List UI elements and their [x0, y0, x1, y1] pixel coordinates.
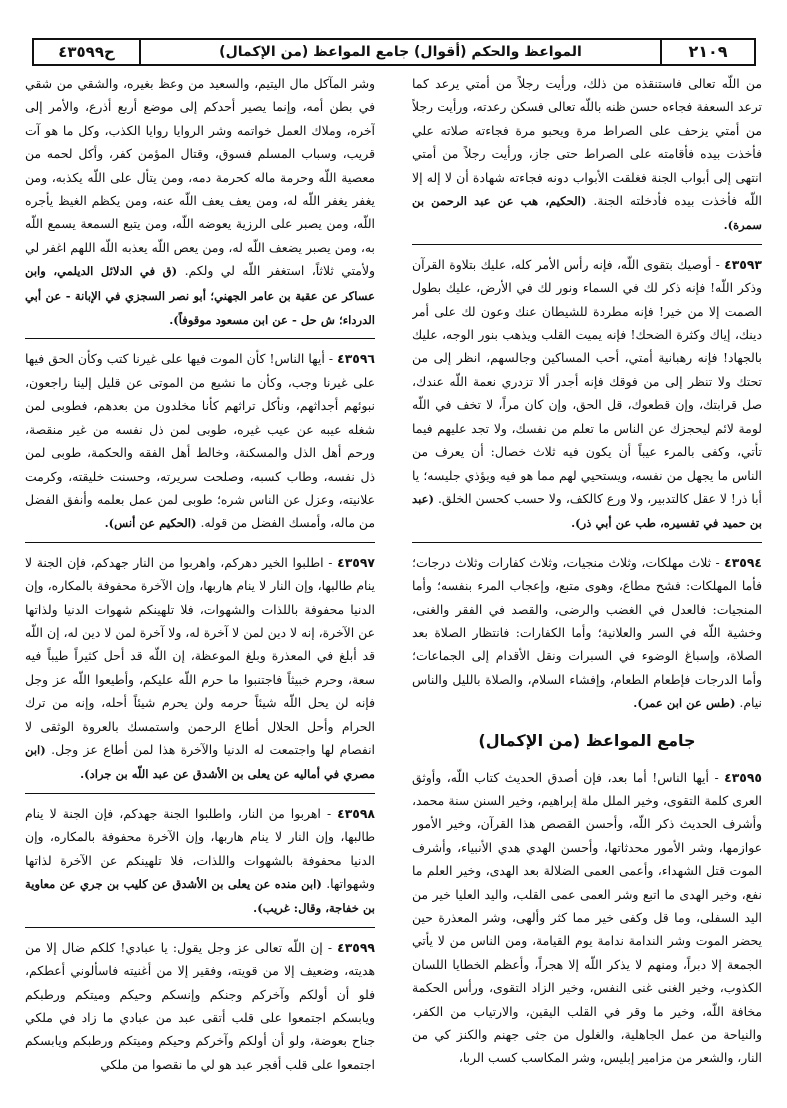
hadith-dash: - [714, 769, 719, 785]
hadith-entry-43595 [412, 766, 762, 1070]
hadith-text: اهربوا من النار، واطلبوا الجنة جهدكم، فإن الجنة لا ينام طالبها، وإن النار لا ينام هاربها، وإن الآخرة محفوفة بالمكاره، وإن الدنيا محفوفة بالشهوات واللذات، فلا تلهينكم عن الآخرة لذاتها وشهواتها. [25, 805, 375, 891]
hadith-entry-43596 [25, 347, 375, 535]
continued-text [25, 72, 375, 332]
continued-text-body: وشر المآكل مال اليتيم، والسعيد من وعظ بغيره، والشقي من شقي في بطن أمه، وإنما يصير أحدكم إلى موضع أربع أذرع، والأمر إلى آخره، وملاك العمل خواتمه وشر الروايا روايا الكذب، وكل ما هو آت قريب، وسباب المسلم فسوق، وقتال المؤمن كفر، وأكل لحمه من معصية اللّه وحرمة ماله كحرمة دمه، ومن يتأل على اللّه يكذبه، ومن يغفر يغفر اللّه له، ومن يعف يعف اللّه عنه، ومن يكظم الغيظ يأجره اللّه، ومن يصبر على الرزية يعوضه اللّه، ومن يتبع السمعة يسمع اللّه به، ومن يصبر يضعف اللّه له، ومن يعص اللّه يعذبه اللّه اللهم اغفر لي ولأمتي ثلاثاً، استغفر اللّه لي ولكم. [25, 76, 375, 279]
hadith-text: أيها الناس! أما بعد، فإن أصدق الحديث كتاب اللّه، وأوثق العرى كلمة التقوى، وخير الملل ملة إبراهيم، وخير السنن سنة محمد، وأشرف الحديث ذكر اللّه، وأحسن القصص هذا القرآن، وخير الأمور عوازمها، وشر الأمور محدثاتها، وأحسن الهدي هدي الأنبياء، وأشرف الموت قتل الشهداء، وأعمى العمى الضلالة بعد الهدى، وخير العلم ما نفع، وخير الهدى ما اتبع وشر العمى عمى القلب، واليد العليا خير من اليد السفلى، وما قل وكفى خير مما كثر وألهى، وشر المعذرة حين يحضر الموت وشر الندامة ندامة يوم القيامة، ومن الناس من لا يأتي الجمعة إلا دبراً، ومنهم لا يذكر اللّه إلا هجراً، وأعظم الخطايا اللسان الكذوب، وخير الغنى غنى النفس، وخير الزاد التقوى، ورأس الحكمة مخافة اللّه، وخير ما وقر في القلب اليقين، والارتياب من الكفر، والنياحة من عمل الجاهلية، والغلول من جثى جهنم والكنز كي من النار، والشعر من مزامير إبليس، وشر المكاسب كسب الربا، [412, 769, 762, 1066]
left-column [25, 72, 375, 1087]
source-citation: (ابن منده عن يعلى بن الأشدق عن كليب بن جري عن معاوية بن خفاجة، وقال: غريب). [25, 877, 375, 916]
hadith-dash: - [328, 351, 334, 367]
divider [25, 793, 375, 794]
hadith-range: ح٤٣٥٩٩ [34, 40, 141, 64]
source-citation: (الحكيم عن أنس). [104, 516, 197, 531]
page-header [32, 38, 756, 66]
source-citation: (الحكيم، هب عن عبد الرحمن بن سمرة). [412, 194, 762, 233]
hadith-entry-43593 [412, 253, 762, 536]
hadith-entry-43598 [25, 802, 375, 921]
hadith-number: ٤٣٥٩٣ [724, 256, 762, 272]
source-citation: (عبد بن حميد في تفسيره، طب عن أبي ذر). [412, 491, 762, 531]
hadith-text: أيها الناس! كأن الموت فيها على غيرنا كتب وكأن الحق فيها على غيرنا وجب، وكأن ما نشيع من الموتى عن قليل إلينا راجعون، نبوئهم أجداثهم، ونأكل تراثهم كأنا مخلدون من بعدهم، فطوبى لمن شغله عيبه عن عيب غيره، طوبى لمن ذل نفسه من غير منقصة، ورحم أهل الذل والمسكنة، وخالط أهل الفقه والحكمة، طوبى لمن ذل نفسه، وطاب كسبه، وصلحت سريرته، وحسنت خليقته، وكرمت علانيته، وعزل عن الناس شره؛ طوبى لمن عمل بعلمه وأنفق الفضل من ماله، وأمسك الفضل من قوله. [25, 351, 375, 531]
running-title: المواعظ والحكم (أقوال) جامع المواعظ (من الإكمال) [219, 44, 582, 60]
section-title: جامع المواعظ (من الإكمال) [478, 730, 696, 750]
continued-text-body: من اللّه تعالى فاستنقذه من ذلك، ورأيت رجلاً من أمتي يرعد كما ترعد السعفة فجاءه حسن ظنه باللّه تعالى فسكن رعدته، ورأيت رجلاً من أمتي يزحف على الصراط مرة ويحبو مرة فجاءته صلاته علي فأخذت بيده فأقامته على الصراط حتى جاز، ورأيت رجلاً من أمتي انتهى إلى أبواب الجنة فغلقت الأبواب دونه فجاءته شهادة أن لا إله إلا اللّه فأخذت بيده فأدخلته الجنة. [412, 76, 762, 209]
hadith-text: أوصيك بتقوى اللّه، فإنه رأس الأمر كله، عليك بتلاوة القرآن وذكر اللّه! فإنه ذكر لك في السماء ونور لك في الأرض، عليك بطول الصمت إلا من خير! فإنه مطردة للشيطان عنك وعون لك على أمر دينك، إياك وكثرة الضحك! فإنه يميت القلب ويذهب بنور الوجه، عليك بالجهاد! فإنه رهبانية أمتي، أحب المساكين وجالسهم، انظر إلى من تحتك ولا تنظر إلى من فوقك فإنه أجدر ألا تزدري نعمة اللّه عندك، صل قرابتك، وإن قطعوك، قل الحق، وإن كان مراً، لا تخف في اللّه لومة لائم ليحجزك عن الناس ما تعلم من نفسك، ولا تجد عليهم فيما تأتي، وكفى بالمرء عيباً أن يكون فيه ثلاث خصال: أن يعرف من الناس ما يجهل من نفسه، ويستحيي لهم مما هو فيه ويؤذي جليسه؛ يا أبا ذر! لا عقل كالتدبير، ولا ورع كالكف، ولا حسب كحسن الخلق. [412, 256, 762, 506]
page-number: ٢١٠٩ [660, 40, 754, 64]
hadith-text: إن اللّه تعالى عز وجل يقول: يا عبادي! كلكم ضال إلا من هديته، وضعيف إلا من قويته، وفقير إلا من أغنيته فاسألوني أعطكم، فلو أن أولكم وآخركم وجنكم وإنسكم وحيكم وميتكم ورطبكم ويابسكم اجتمعوا على قلب أتقى عبد من عبادي ما زاد في ملكي جناح بعوضة، ولو أن أولكم وآخركم وحيكم وميتكم ورطبكم ويابسكم اجتمعوا على قلب أفجر عبد هو لي ما نقصوا من ملكي [25, 939, 375, 1072]
divider [25, 927, 375, 928]
hadith-text: ثلاث مهلكات، وثلاث منجيات، وثلاث كفارات وثلاث درجات؛ فأما المهلكات: فشح مطاع، وهوى متبع، وإعجاب المرء بنفسه؛ وأما المنجيات: فالعدل في الغضب والرضى، والقصد في الفقر والغنى، وخشية اللّه في السر والعلانية؛ وأما الكفارات: فانتظار الصلاة بعد الصلاة، وإسباغ الوضوء في السبرات ونقل الأقدام إلى الجماعات؛ وأما الدرجات فإطعام الطعام، وإفشاء السلام، والصلاة بالليل والناس نيام. [412, 554, 762, 711]
hadith-entry-43597 [25, 551, 375, 787]
hadith-entry-43594 [412, 551, 762, 716]
source-citation: (ق في الدلائل الديلمي، وابن عساكر عن عقبة بن عامر الجهني؛ أبو نصر السجزي في الإبانة - عن أبي الدرداء؛ ش حل - عن ابن مسعود موقوفاً). [25, 264, 375, 328]
divider [412, 244, 762, 245]
hadith-dash: - [715, 554, 720, 570]
divider [412, 542, 762, 543]
divider [25, 542, 375, 543]
hadith-dash: - [326, 805, 332, 821]
hadith-number: ٤٣٥٩٤ [724, 554, 762, 570]
right-column [412, 72, 762, 1087]
hadith-entry-43599 [25, 936, 375, 1076]
continued-text [412, 72, 762, 238]
hadith-number: ٤٣٥٩٦ [337, 351, 375, 367]
divider [25, 338, 375, 339]
hadith-number: ٤٣٥٩٥ [724, 769, 762, 785]
hadith-dash: - [715, 256, 720, 272]
hadith-number: ٤٣٥٩٨ [337, 805, 375, 821]
hadith-dash: - [328, 554, 333, 570]
source-citation: (طس عن ابن عمر). [633, 696, 736, 711]
hadith-number: ٤٣٥٩٧ [337, 554, 375, 570]
hadith-dash: - [327, 939, 333, 955]
hadith-text: اطلبوا الخير دهركم، واهربوا من النار جهدكم، فإن الجنة لا ينام طالبها، وإن النار لا ينام هاربها، وإن الآخرة محفوفة بالمكاره، وإن الدنيا محفوفة باللذات والشهوات، فلا تلهينكم شهوات الدنيا ولذاتها عن الآخرة، إنه لا دين لمن لا آخرة له، ولا آخرة لمن لا دين له، إن اللّه قد أبلغ في المعذرة وبلغ الموعظة، إن اللّه قد أحل كثيراً طيباً فيه سعة، وحرم خبيثاً فاجتنبوا ما حرم اللّه عليكم، وأطيعوا اللّه عز وجل فإنه لن يحل اللّه شيئاً حرمه ولن يحرم شيئاً أحله، وإنه من ترك الحرام وأحل الحلال أطاع الرحمن واستمسك بالعروة الوثقى لا انفصام لها واجتمعت له الدنيا والآخرة هذا لمن أطاع عز وجل. [25, 554, 375, 757]
hadith-number: ٤٣٥٩٩ [337, 939, 375, 955]
source-citation: (ابن مصري في أماليه عن يعلى بن الأشدق عن عبد اللّه بن جراد). [25, 742, 375, 782]
